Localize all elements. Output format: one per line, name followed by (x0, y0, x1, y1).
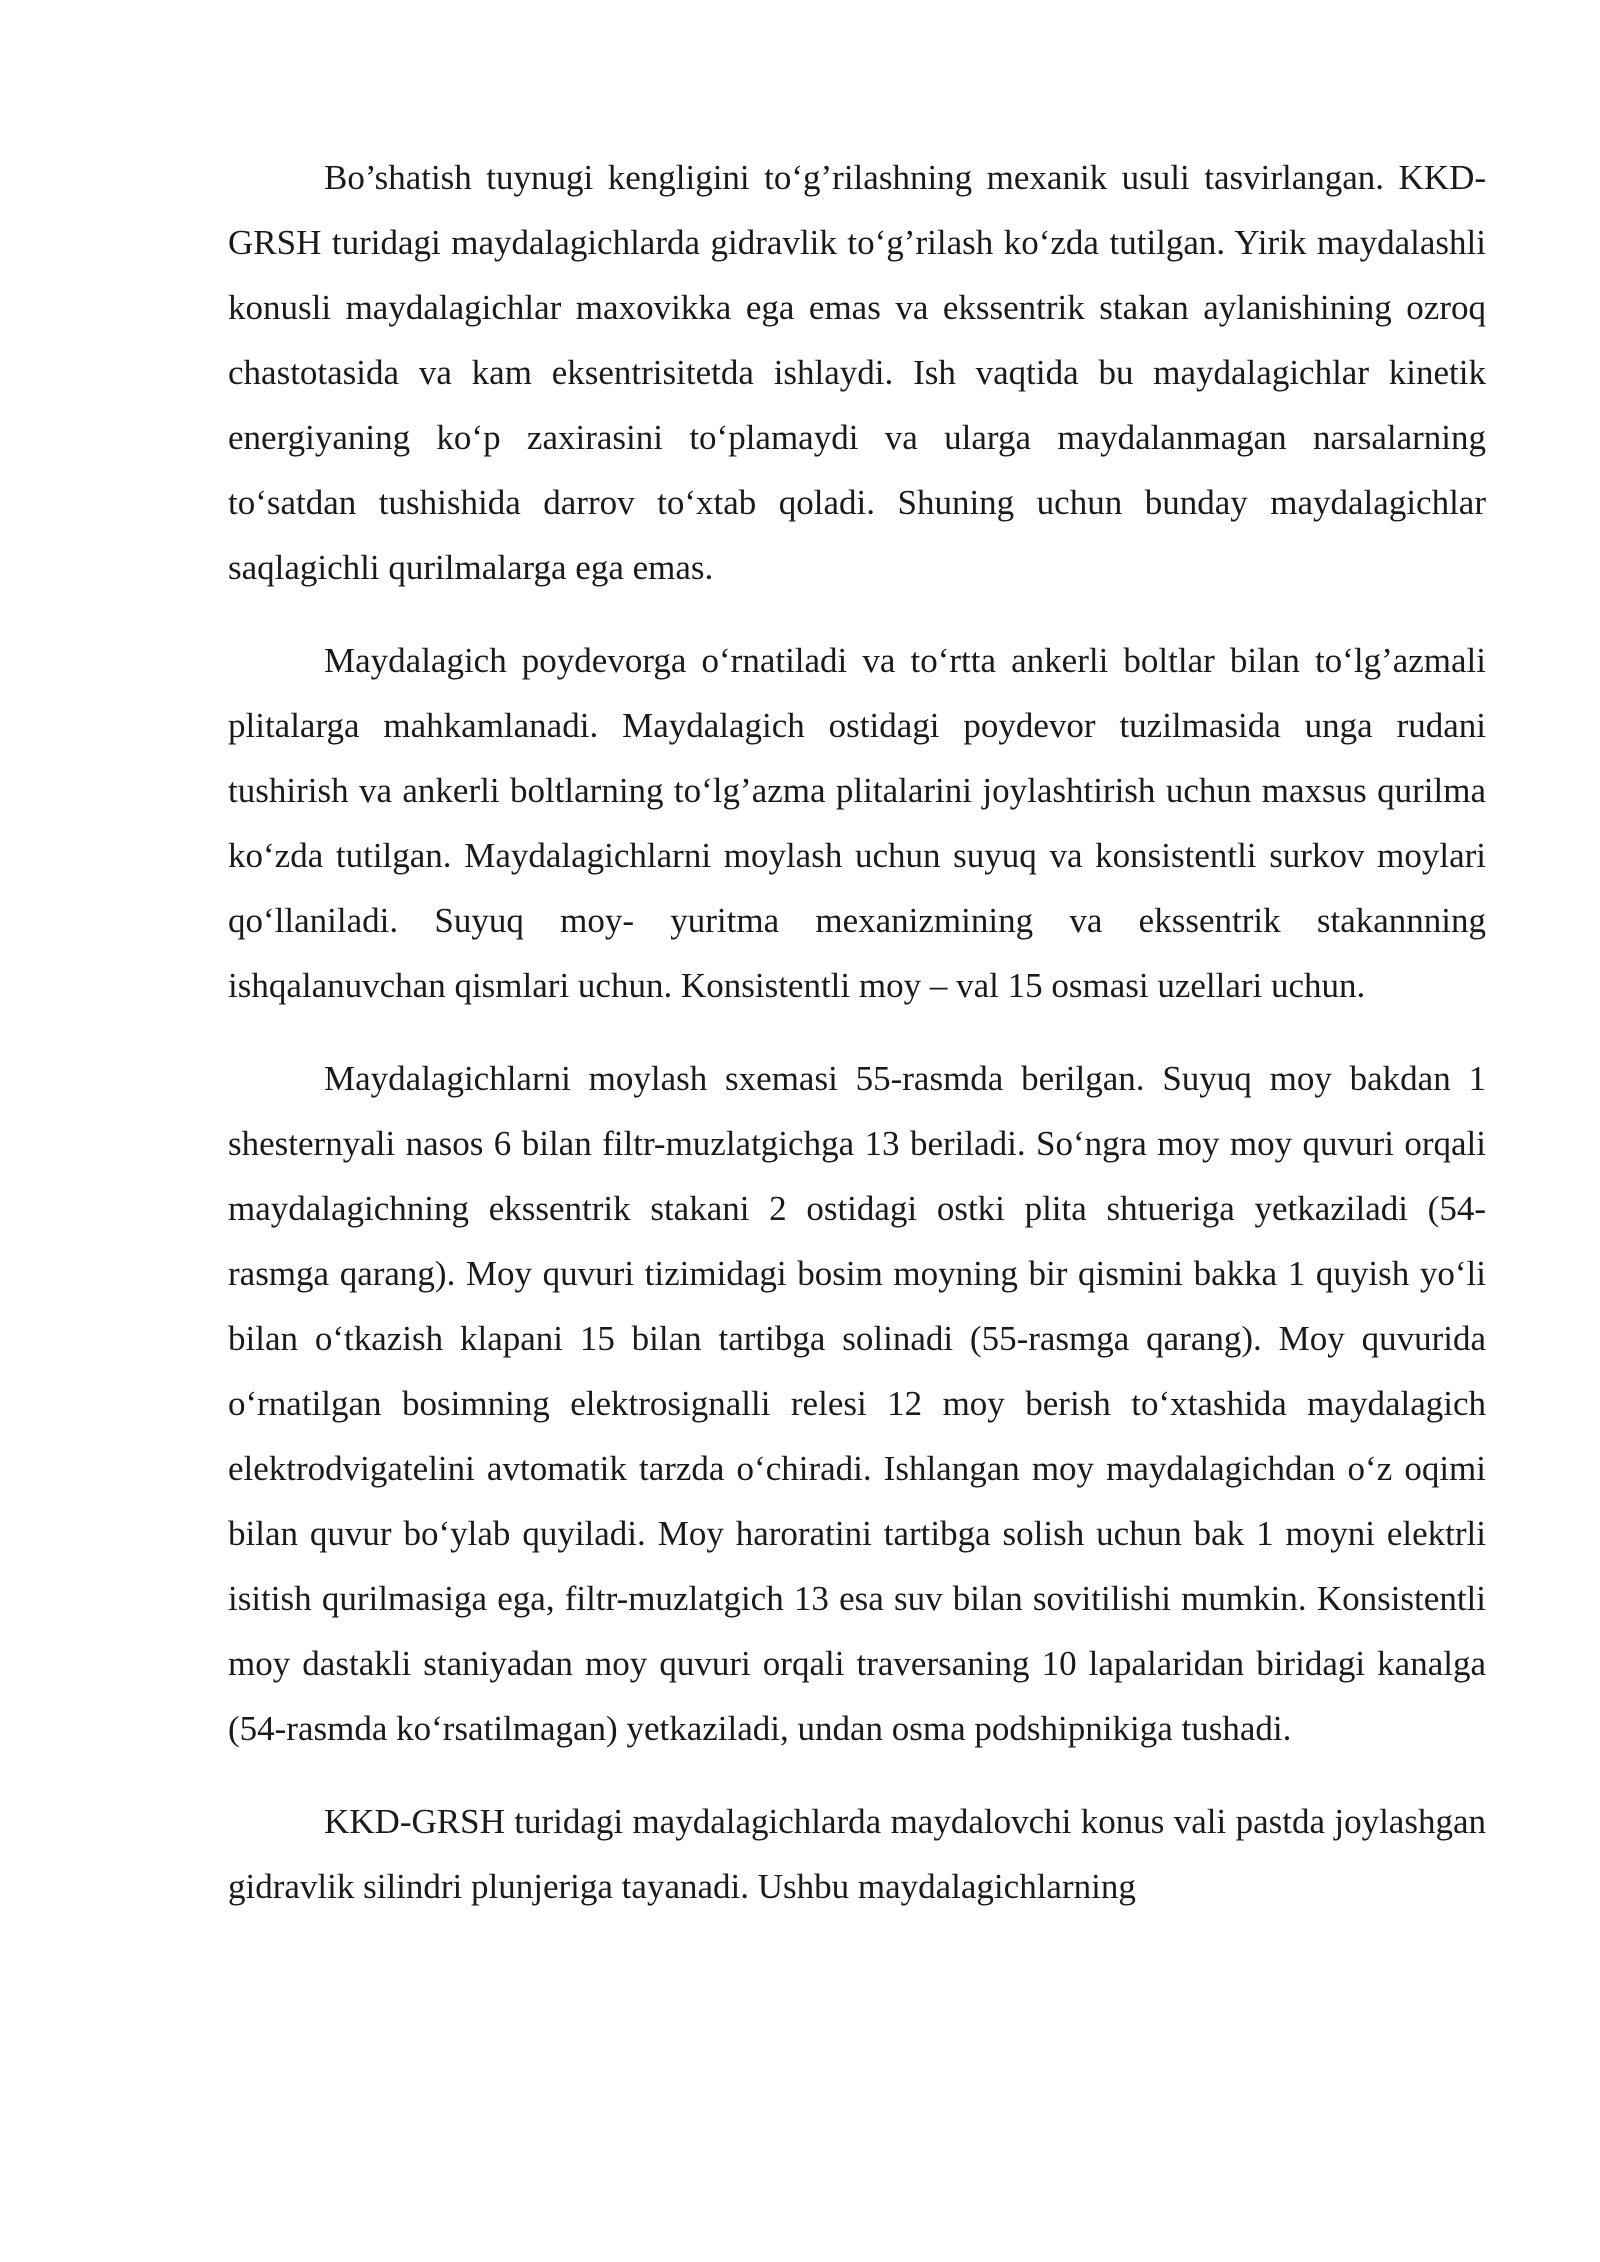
paragraph-2: Maydalagich poydevorga o‘rnatiladi va to‘rtta ankerli boltlar bilan to‘lg’azmali plitalarga mahkamlanadi. Maydalagich ostidagi poydevor tuzilmasida unga rudani tushirish va ankerli boltlarning to‘lg’azma plitalarini joylashtirish uchun maxsus qurilma ko‘zda tutilgan. Maydalagichlarni moylash uchun suyuq va konsistentli surkov moylari qo‘llaniladi. Suyuq moy- yuritma mexanizmining va ekssentrik stakannning ishqalanuvchan qismlari uchun. Konsistentli moy – val 15 osmasi uzellari uchun. (228, 641, 1486, 1005)
document-body (228, 145, 1486, 1919)
paragraph-3: Maydalagichlarni moylash sxemasi 55-rasmda berilgan. Suyuq moy bakdan 1 shesternyali nasos 6 bilan filtr-muzlatgichga 13 beriladi. So‘ngra moy moy quvuri orqali maydalagichning ekssentrik stakani 2 ostidagi ostki plita shtueriga yetkaziladi (54-rasmga qarang). Moy quvuri tizimidagi bosim moyning bir qismini bakka 1 quyish yo‘li bilan o‘tkazish klapani 15 bilan tartibga solinadi (55-rasmga qarang). Moy quvurida o‘rnatilgan bosimning elektrosignalli relesi 12 moy berish to‘xtashida maydalagich elektrodvigatelini avtomatik tarzda o‘chiradi. Ishlangan moy maydalagichdan o‘z oqimi bilan quvur bo‘ylab quyiladi. Moy haroratini tartibga solish uchun bak 1 moyni elektrli isitish qurilmasiga ega, filtr-muzlatgich 13 esa suv bilan sovitilishi mumkin. Konsistentli moy dastakli staniyadan moy quvuri orqali traversaning 10 lapalaridan biridagi kanalga (54-rasmda ko‘rsatilmagan) yetkaziladi, undan osma podshipnikiga tushadi. (228, 1059, 1486, 1748)
paragraph-1: Bo’shatish tuynugi kengligini to‘g’rilashning mexanik usuli tasvirlangan. KKD-GRSH turidagi maydalagichlarda gidravlik to‘g’rilash ko‘zda tutilgan. Yirik maydalashli konusli maydalagichlar maxovikka ega emas va ekssentrik stakan aylanishining ozroq chastotasida va kam eksentrisitetda ishlaydi. Ish vaqtida bu maydalagichlar kinetik energiyaning ko‘p zaxirasini to‘plamaydi va ularga maydalanmagan narsalarning to‘satdan tushishida darrov to‘xtab qoladi. Shuning uchun bunday maydalagichlar saqlagichli qurilmalarga ega emas. (228, 158, 1486, 587)
paragraph-4: KKD-GRSH turidagi maydalagichlarda maydalovchi konus vali pastda joylashgan gidravlik silindri plunjeriga tayanadi. Ushbu maydalagichlarning (228, 1802, 1486, 1906)
